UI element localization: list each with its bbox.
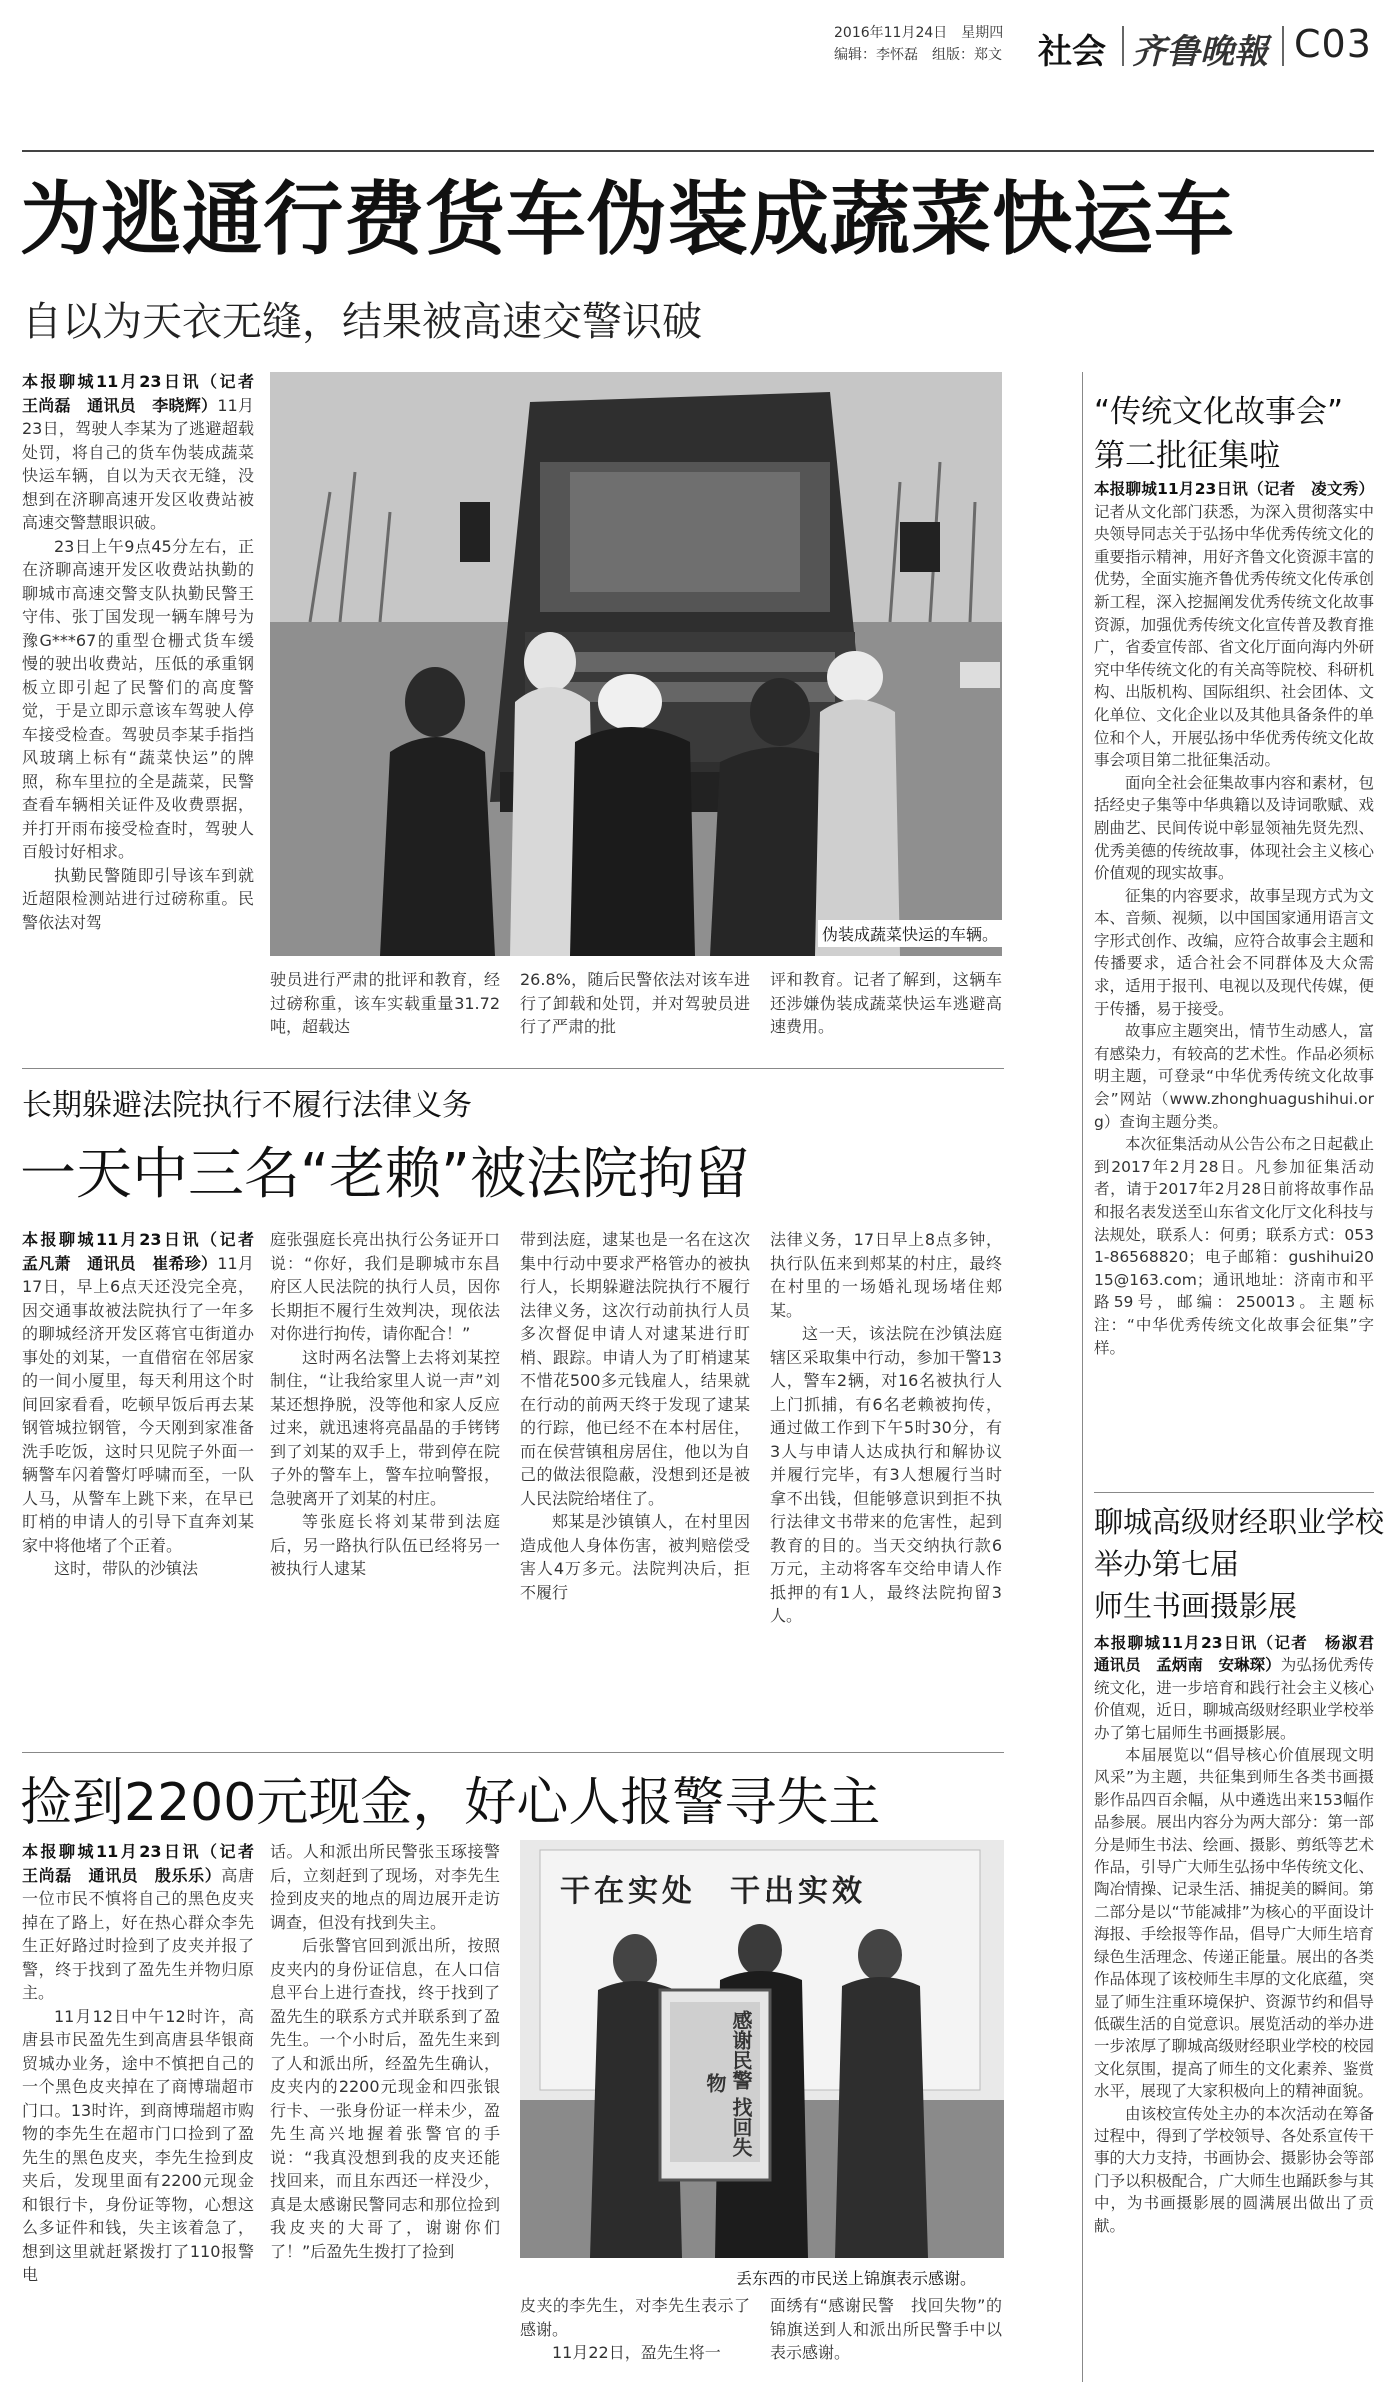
header-divider [1122, 26, 1124, 66]
story3-byline: 本报聊城11月23日讯（记者 王尚磊 通讯员 殷乐乐） [22, 1842, 271, 1885]
story2-kicker: 长期躲避法院执行不履行法律义务 [22, 1088, 472, 1123]
sidebar-divider [1082, 372, 1083, 2382]
story3-c3b: 11月22日，盈先生将一 [552, 2343, 721, 2362]
side1-headline-1: “传统文化故事会” [1094, 394, 1344, 430]
paper-logo: 齐鲁晚報 [1132, 32, 1268, 72]
side1-headline-2: 第二批征集啦 [1094, 438, 1280, 474]
story3-c1b: 11月12日中午12时许，高唐县市民盈先生到高唐县华银商贸城办业务，途中不慎把自己的一个黑色皮夹掉在了商博瑞超市门口。13时许，到商博瑞超市购物的李先生在超市门口捡到了盈先生的黑色皮夹，李先生捡到皮夹后，发现里面有2200元现金和银行卡，身份证等物，心想这么多证件和钱，失主该着急了，想到这里就赶紧拨打了110报警电 [22, 2006, 254, 2284]
editors-line: 编辑：李怀磊 组版：郑文 [834, 47, 1002, 63]
header-rule [22, 150, 1374, 152]
truck-photo-caption: 伪装成蔬菜快运的车辆。 [818, 920, 1002, 947]
story2-c1b: 这时，带队的沙镇法 [54, 1559, 199, 1578]
issue-date: 2016年11月24日 星期四 [834, 25, 1004, 41]
masthead [0, 0, 1395, 80]
truck-photo [270, 372, 1002, 956]
side2-headline-1: 聊城高级财经职业学校 [1094, 1505, 1385, 1539]
banner-photo-caption: 丢东西的市民送上锦旗表示感谢。 [736, 2269, 977, 2288]
story1-column-1 [22, 370, 271, 1070]
side2-p1: 为弘扬优秀传统文化，进一步培育和践行社会主义核心价值观，近日，聊城高级财经职业学校举办了第七届师生书画摄影展。 [1094, 1656, 1374, 1742]
story3-c2b: 后张警官回到派出所，按照皮夹内的身份证信息，在人口信息平台上进行查找，终于找到了盈先生的联系方式并联系到了盈先生。一个小时后，盈先生来到了人和派出所，经盈先生确认，皮夹内的2200元现金和四张银行卡、一张身份证一样未少，盈先生高兴地握着张警官的手说：“我真没想到我的皮夹还能找回来，而且东西还一样没少，真是太感谢民警同志和那位捡到我皮夹的大哥了，谢谢你们了！”后盈先生拨打了捡到 [270, 1936, 500, 2261]
story1-column-4 [770, 968, 1002, 1068]
header-divider-2 [1282, 26, 1284, 66]
side1-p3: 征集的内容要求，故事呈现方式为文本、音频、视频，以中国国家通用语言文字形式创作、改编，应符合故事会主题和传播要求，适合社会不同群体及大众需求，适用于报刊、电视以及现代传媒，便于传播，易于接受。 [1094, 886, 1374, 1018]
story2-c2c: 等张庭长将刘某带到法庭后，另一路执行队伍已经将另一被执行人逮某 [270, 1512, 500, 1578]
story2-column-4 [770, 1228, 1002, 1750]
story1-col4-text: 评和教育。记者了解到，这辆车还涉嫌伪装成蔬菜快运车逃避高速费用。 [770, 970, 1002, 1036]
side2-byline: 本报聊城11月23日讯（记者 杨淑君 通讯员 孟炳南 安琳琛） [1094, 1634, 1390, 1675]
story2-c4: 法律义务，17日早上8点多钟，执行队伍来到郏某的村庄，最终在村里的一场婚礼现场堵住郏某。 [770, 1230, 1002, 1320]
page-number: C03 [1294, 22, 1372, 66]
story3-c2: 话。人和派出所民警张玉琢接警后，立刻赶到了现场，对李先生捡到皮夹的地点的周边展开走访调查，但没有找到失主。 [270, 1842, 500, 1932]
story3-column-3 [520, 2294, 750, 2382]
story2-column-2 [270, 1228, 500, 1750]
side1-p4: 故事应主题突出，情节生动感人，富有感染力，有较高的艺术性。作品必须标明主题，可登录“中华优秀传统文化故事会”网站（www.zhonghuagushihui.org）查询主题分类。 [1094, 1022, 1374, 1131]
story1-lead: 11月23日，驾驶人李某为了逃避超载处罚，将自己的货车伪装成蔬菜快运车辆，自以为天衣无缝，没想到在济聊高速开发区收费站被高速交警慧眼识破。 [22, 395, 254, 532]
story1-paragraph-2: 23日上午9点45分左右，正在济聊高速开发区收费站执勤的聊城市高速交警支队执勤民警王守伟、张丁国发现一辆车牌号为豫G***67的重型仓栅式货车缓慢的驶出收费站，压低的承重钢板立即引起了民警们的高度警觉，于是立即示意该车驾驶人停车接受检查。驾驶员李某手指挡风玻璃上标有“蔬菜快运”的牌照，称车里拉的全是蔬菜，民警查看车辆相关证件及收费票据，并打开雨布接受检查时，驾驶人百般讨好相求。 [22, 536, 254, 861]
banner-photo [520, 1840, 1004, 2258]
story3-c3: 皮夹的李先生，对李先生表示了感谢。 [520, 2296, 750, 2339]
story1-paragraph-3: 执勤民警随即引导该车到就近超限检测站进行过磅称重。民警依法对驾 [22, 865, 254, 932]
story2-headline: 一天中三名“老赖”被法院拘留 [20, 1142, 751, 1207]
story1-col3-text: 26.8%，随后民警依法对该车进行了卸载和处罚，并对驾驶员进行了严肃的批 [520, 970, 750, 1036]
silk-banner: 感谢民警 找回失物 [703, 2009, 753, 2157]
side1-body [1094, 478, 1374, 1488]
story3-column-2 [270, 1840, 500, 2380]
story2-column-3 [520, 1228, 750, 1750]
side1-p2: 面向全社会征集故事内容和素材，包括经史子集等中华典籍以及诗词歌赋、戏剧曲艺、民间传说中彰显领袖先贤先烈、优秀美德的传统故事，体现社会主义核心价值观的现实故事。 [1094, 773, 1374, 883]
story1-headline: 为逃通行费货车伪装成蔬菜快运车 [20, 173, 1235, 266]
truck-illustration [270, 372, 1002, 956]
story1-col2-text: 驶员进行严肃的批评和教育，经过磅称重，该车实载重量31.72吨，超载达 [270, 970, 500, 1036]
story3-c1: 高唐一位市民不慎将自己的黑色皮夹掉在了路上，好在热心群众李先生正好路过时捡到了皮夹并报了警，终于找到了盈先生并物归原主。 [22, 1865, 254, 2002]
wall-slogan: 干在实处 干出实效 [560, 1874, 866, 1909]
story2-c3b: 郏某是沙镇镇人，在村里因造成他人身体伤害，被判赔偿受害人4万多元。法院判决后，拒不履行 [520, 1512, 750, 1602]
story2-bottom-rule [22, 1752, 1004, 1753]
side2-body [1094, 1632, 1390, 2384]
side1-p1: 记者从文化部门获悉，为深入贯彻落实中央领导同志关于弘扬中华优秀传统文化的重要指示精神，用好齐鲁文化资源丰富的优势，全面实施齐鲁优秀传统文化传承创新工程，深入挖掘阐发优秀传统文化故事资源，加强优秀传统文化宣传普及教育推广，省委宣传部、省文化厅面向海内外研究中华传统文化的有关高等院校、科研机构、出版机构、国际组织、社会团体、文化单位、文化企业以及其他具备条件的单位和个人，开展弘扬中华优秀传统文化故事会项目第二批征集活动。 [1094, 502, 1374, 770]
story2-c1: 11月17日，早上6点天还没完全亮，因交通事故被法院执行了一年多的聊城经济开发区蒋官屯街道办事处的刘某，一直借宿在邻居家的一间小厦里，每天利用这个时间回家看看，吃顿早饭后再去某钢管城拉钢管，今天刚到家准备洗手吃饭，这时只见院子外面一辆警车闪着警灯呼啸而至，一队人马，从警车上跳下来，在早已盯梢的申请人的引导下直奔刘某家中将他堵了个正着。 [22, 1253, 254, 1555]
side1-p5: 本次征集活动从公告公布之日起截止到2017年2月28日。凡参加征集活动者，请于2017年2月28日前将故事作品和报名表发送至山东省文化厅文化科技与法规处，联系人：何勇；联系方式：0531-86568820；电子邮箱：gushihui2015@163.com；通讯地址：济南市和平路59号，邮编：250013。主题标注：“中华优秀传统文化故事会征集”字样。 [1094, 1135, 1374, 1357]
story1-byline: 本报聊城11月23日讯（记者 王尚磊 通讯员 李晓辉） [22, 372, 271, 415]
story3-c4: 面绣有“感谢民警 找回失物”的锦旗送到人和派出所民警手中以表示感谢。 [770, 2296, 1002, 2362]
section-label: 社会 [1038, 32, 1106, 72]
story2-c2b: 这时两名法警上去将刘某控制住，“让我给家里人说一声”刘某还想挣脱，没等他和家人反应过来，就迅速将亮晶晶的手铐铐到了刘某的双手上，带到停在院子外的警车上，警车拉响警报，急驶离开了刘某的村庄。 [270, 1347, 500, 1508]
story1-column-3 [520, 968, 750, 1068]
story1-bottom-rule [22, 1068, 1004, 1069]
side2-headline-3: 师生书画摄影展 [1094, 1589, 1298, 1623]
story1-column-2 [270, 968, 500, 1068]
story1-subhead: 自以为天衣无缝，结果被高速交警识破 [22, 299, 702, 345]
story3-column-4 [770, 2294, 1002, 2382]
story3-headline: 捡到2200元现金，好心人报警寻失主 [20, 1773, 881, 1833]
side-mid-rule [1094, 1492, 1374, 1493]
story3-column-1 [22, 1840, 271, 2380]
story2-c3: 带到法庭，逮某也是一名在这次集中行动中要求严格管办的被执行人，长期躲避法院执行不履行法律义务，这次行动前执行人员多次督促申请人对逮某进行盯梢、跟踪。申请人为了盯梢逮某不惜花500多元钱雇人，结果就在行动的前两天终于发现了逮某的行踪，他已经不在本村居住，而在侯营镇租房居住，他以为自己的做法很隐蔽，没想到还是被人民法院给堵住了。 [520, 1230, 750, 1508]
side2-headline-2: 举办第七届 [1094, 1547, 1240, 1581]
story2-byline: 本报聊城11月23日讯（记者 孟凡萧 通讯员 崔希珍） [22, 1230, 271, 1273]
story2-column-1 [22, 1228, 271, 1750]
side2-p3: 由该校宣传处主办的本次活动在筹备过程中，得到了学校领导、各处系宣传干事的大力支持，书画协会、摄影协会等部门予以积极配合，广大师生也踊跃参与其中，为书画摄影展的圆满展出做出了贡献。 [1094, 2104, 1374, 2235]
story2-c4b: 这一天，该法院在沙镇法庭辖区采取集中行动，参加干警13人，警车2辆，对16名被执行人上门抓捕，有6名老赖被拘传，通过做工作到下午5时30分，有3人与申请人达成执行和解协议并履行完毕，有3人想履行当时拿不出钱，但能够意识到拒不执行法律文书带来的危害性，起到教育的目的。当天交纳执行款6万元，主动将客车交给申请人作抵押的有1人，最终法院拘留3人。 [770, 1324, 1002, 1625]
side2-p2: 本届展览以“倡导核心价值展现文明风采”为主题，共征集到师生各类书画摄影作品四百余幅，从中遴选出来153幅作品参展。展出内容分为两大部分：第一部分是师生书法、绘画、摄影、剪纸等艺术作品，引导广大师生弘扬中华传统文化、陶冶情操、记录生活、捕捉美的瞬间。第二部分是以“节能减排”为核心的平面设计海报、手绘报等作品，倡导广大师生培育绿色生活理念、传递正能量。展出的各类作品体现了该校师生丰厚的文化底蕴，突显了师生注重环境保护、资源节约和倡导低碳生活的自觉意识。展览活动的举办进一步浓厚了聊城高级财经职业学校的校园文化氛围，提高了师生的文化素养、鉴赏水平，展现了大家积极向上的精神面貌。 [1094, 1746, 1374, 2101]
story2-c2: 庭张强庭长亮出执行公务证开口说：“你好，我们是聊城市东昌府区人民法院的执行人员，因你长期拒不履行生效判决，现依法对你进行拘传，请你配合！” [270, 1230, 500, 1343]
side1-byline: 本报聊城11月23日讯（记者 凌文秀） [1094, 480, 1374, 498]
